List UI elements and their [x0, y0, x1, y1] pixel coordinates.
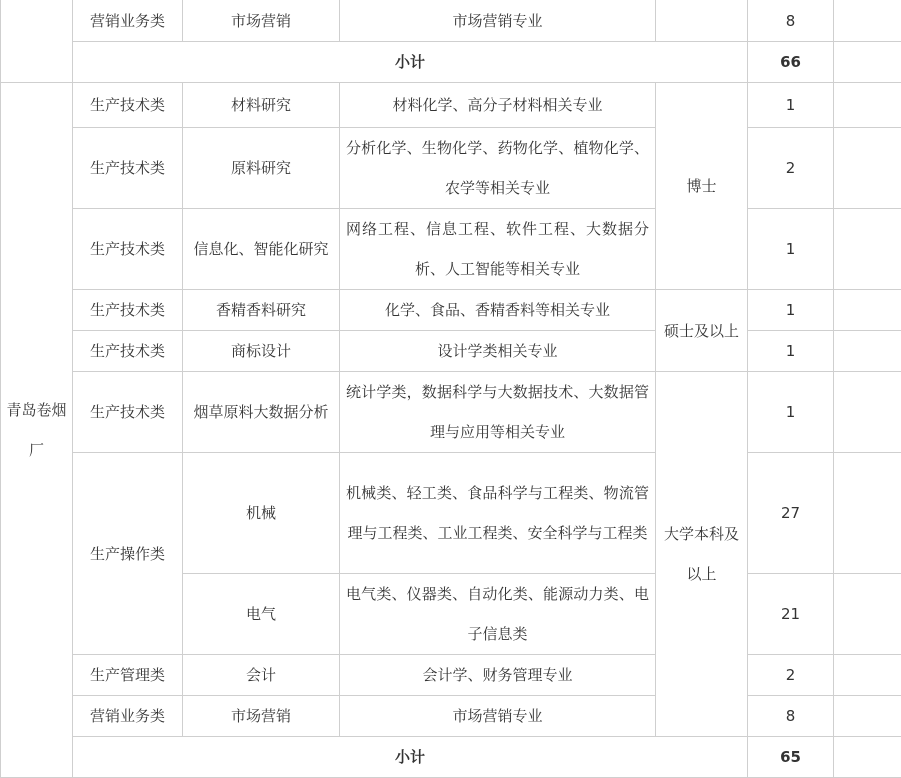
- note-cell: [834, 696, 901, 737]
- count-cell: 1: [748, 331, 834, 372]
- position-cell: 市场营销: [183, 696, 340, 737]
- major-cell: 电气类、仪器类、自动化类、能源动力类、电子信息类: [340, 574, 656, 655]
- table-row: [1, 655, 901, 696]
- major-cell: 设计学类相关专业: [340, 331, 656, 372]
- note-cell: [834, 331, 901, 372]
- major-cell: 市场营销专业: [340, 0, 656, 42]
- table-row: [1, 372, 901, 453]
- position-cell: 市场营销: [183, 0, 340, 42]
- category-cell: 生产操作类: [73, 453, 183, 655]
- major-cell: 分析化学、生物化学、药物化学、植物化学、农学等相关专业: [340, 128, 656, 209]
- note-cell: [834, 83, 901, 128]
- category-cell: 生产技术类: [73, 128, 183, 209]
- note-cell: [834, 0, 901, 42]
- count-cell: 1: [748, 83, 834, 128]
- subtotal-label: 小计: [73, 737, 748, 778]
- company-cell: 青岛卷烟厂: [1, 83, 73, 778]
- table-row: [1, 453, 901, 574]
- position-cell: 机械: [183, 453, 340, 574]
- table-row: [1, 331, 901, 372]
- note-cell: [834, 128, 901, 209]
- note-cell: [834, 42, 901, 83]
- note-cell: [834, 574, 901, 655]
- education-cell-bachelor: 大学本科及以上: [656, 372, 748, 737]
- category-cell: 生产技术类: [73, 372, 183, 453]
- position-cell: 香精香料研究: [183, 290, 340, 331]
- position-cell: 材料研究: [183, 83, 340, 128]
- note-cell: [834, 209, 901, 290]
- position-cell: 电气: [183, 574, 340, 655]
- subtotal-row: [1, 737, 901, 778]
- table-row: [1, 209, 901, 290]
- major-cell: 机械类、轻工类、食品科学与工程类、物流管理与工程类、工业工程类、安全科学与工程类: [340, 453, 656, 574]
- company-cell-previous: [1, 0, 73, 83]
- table-row: [1, 83, 901, 128]
- subtotal-value: 65: [748, 737, 834, 778]
- note-cell: [834, 290, 901, 331]
- position-cell: 原料研究: [183, 128, 340, 209]
- position-cell: 商标设计: [183, 331, 340, 372]
- count-cell: 2: [748, 128, 834, 209]
- education-cell-master: 硕士及以上: [656, 290, 748, 372]
- note-cell: [834, 737, 901, 778]
- count-cell: 21: [748, 574, 834, 655]
- category-cell: 生产技术类: [73, 209, 183, 290]
- count-cell: 2: [748, 655, 834, 696]
- table-row: [1, 290, 901, 331]
- subtotal-label: 小计: [73, 42, 748, 83]
- count-cell: 1: [748, 290, 834, 331]
- count-cell: 8: [748, 696, 834, 737]
- category-cell: 生产技术类: [73, 83, 183, 128]
- note-cell: [834, 655, 901, 696]
- table-row: [1, 0, 901, 42]
- category-cell: 生产管理类: [73, 655, 183, 696]
- major-cell: 网络工程、信息工程、软件工程、大数据分析、人工智能等相关专业: [340, 209, 656, 290]
- subtotal-row: [1, 42, 901, 83]
- education-cell: [656, 0, 748, 42]
- major-cell: 统计学类，数据科学与大数据技术、大数据管理与应用等相关专业: [340, 372, 656, 453]
- major-cell: 化学、食品、香精香料等相关专业: [340, 290, 656, 331]
- position-cell: 信息化、智能化研究: [183, 209, 340, 290]
- count-cell: 1: [748, 372, 834, 453]
- position-cell: 会计: [183, 655, 340, 696]
- note-cell: [834, 372, 901, 453]
- subtotal-value: 66: [748, 42, 834, 83]
- count-cell: 27: [748, 453, 834, 574]
- category-cell: 生产技术类: [73, 290, 183, 331]
- count-cell: 1: [748, 209, 834, 290]
- category-cell: 营销业务类: [73, 0, 183, 42]
- category-cell: 营销业务类: [73, 696, 183, 737]
- note-cell: [834, 453, 901, 574]
- table-row: [1, 696, 901, 737]
- major-cell: 会计学、财务管理专业: [340, 655, 656, 696]
- position-cell: 烟草原料大数据分析: [183, 372, 340, 453]
- major-cell: 材料化学、高分子材料相关专业: [340, 83, 656, 128]
- count-cell: 8: [748, 0, 834, 42]
- table-row: [1, 128, 901, 209]
- category-cell: 生产技术类: [73, 331, 183, 372]
- education-cell-doctor: 博士: [656, 83, 748, 290]
- major-cell: 市场营销专业: [340, 696, 656, 737]
